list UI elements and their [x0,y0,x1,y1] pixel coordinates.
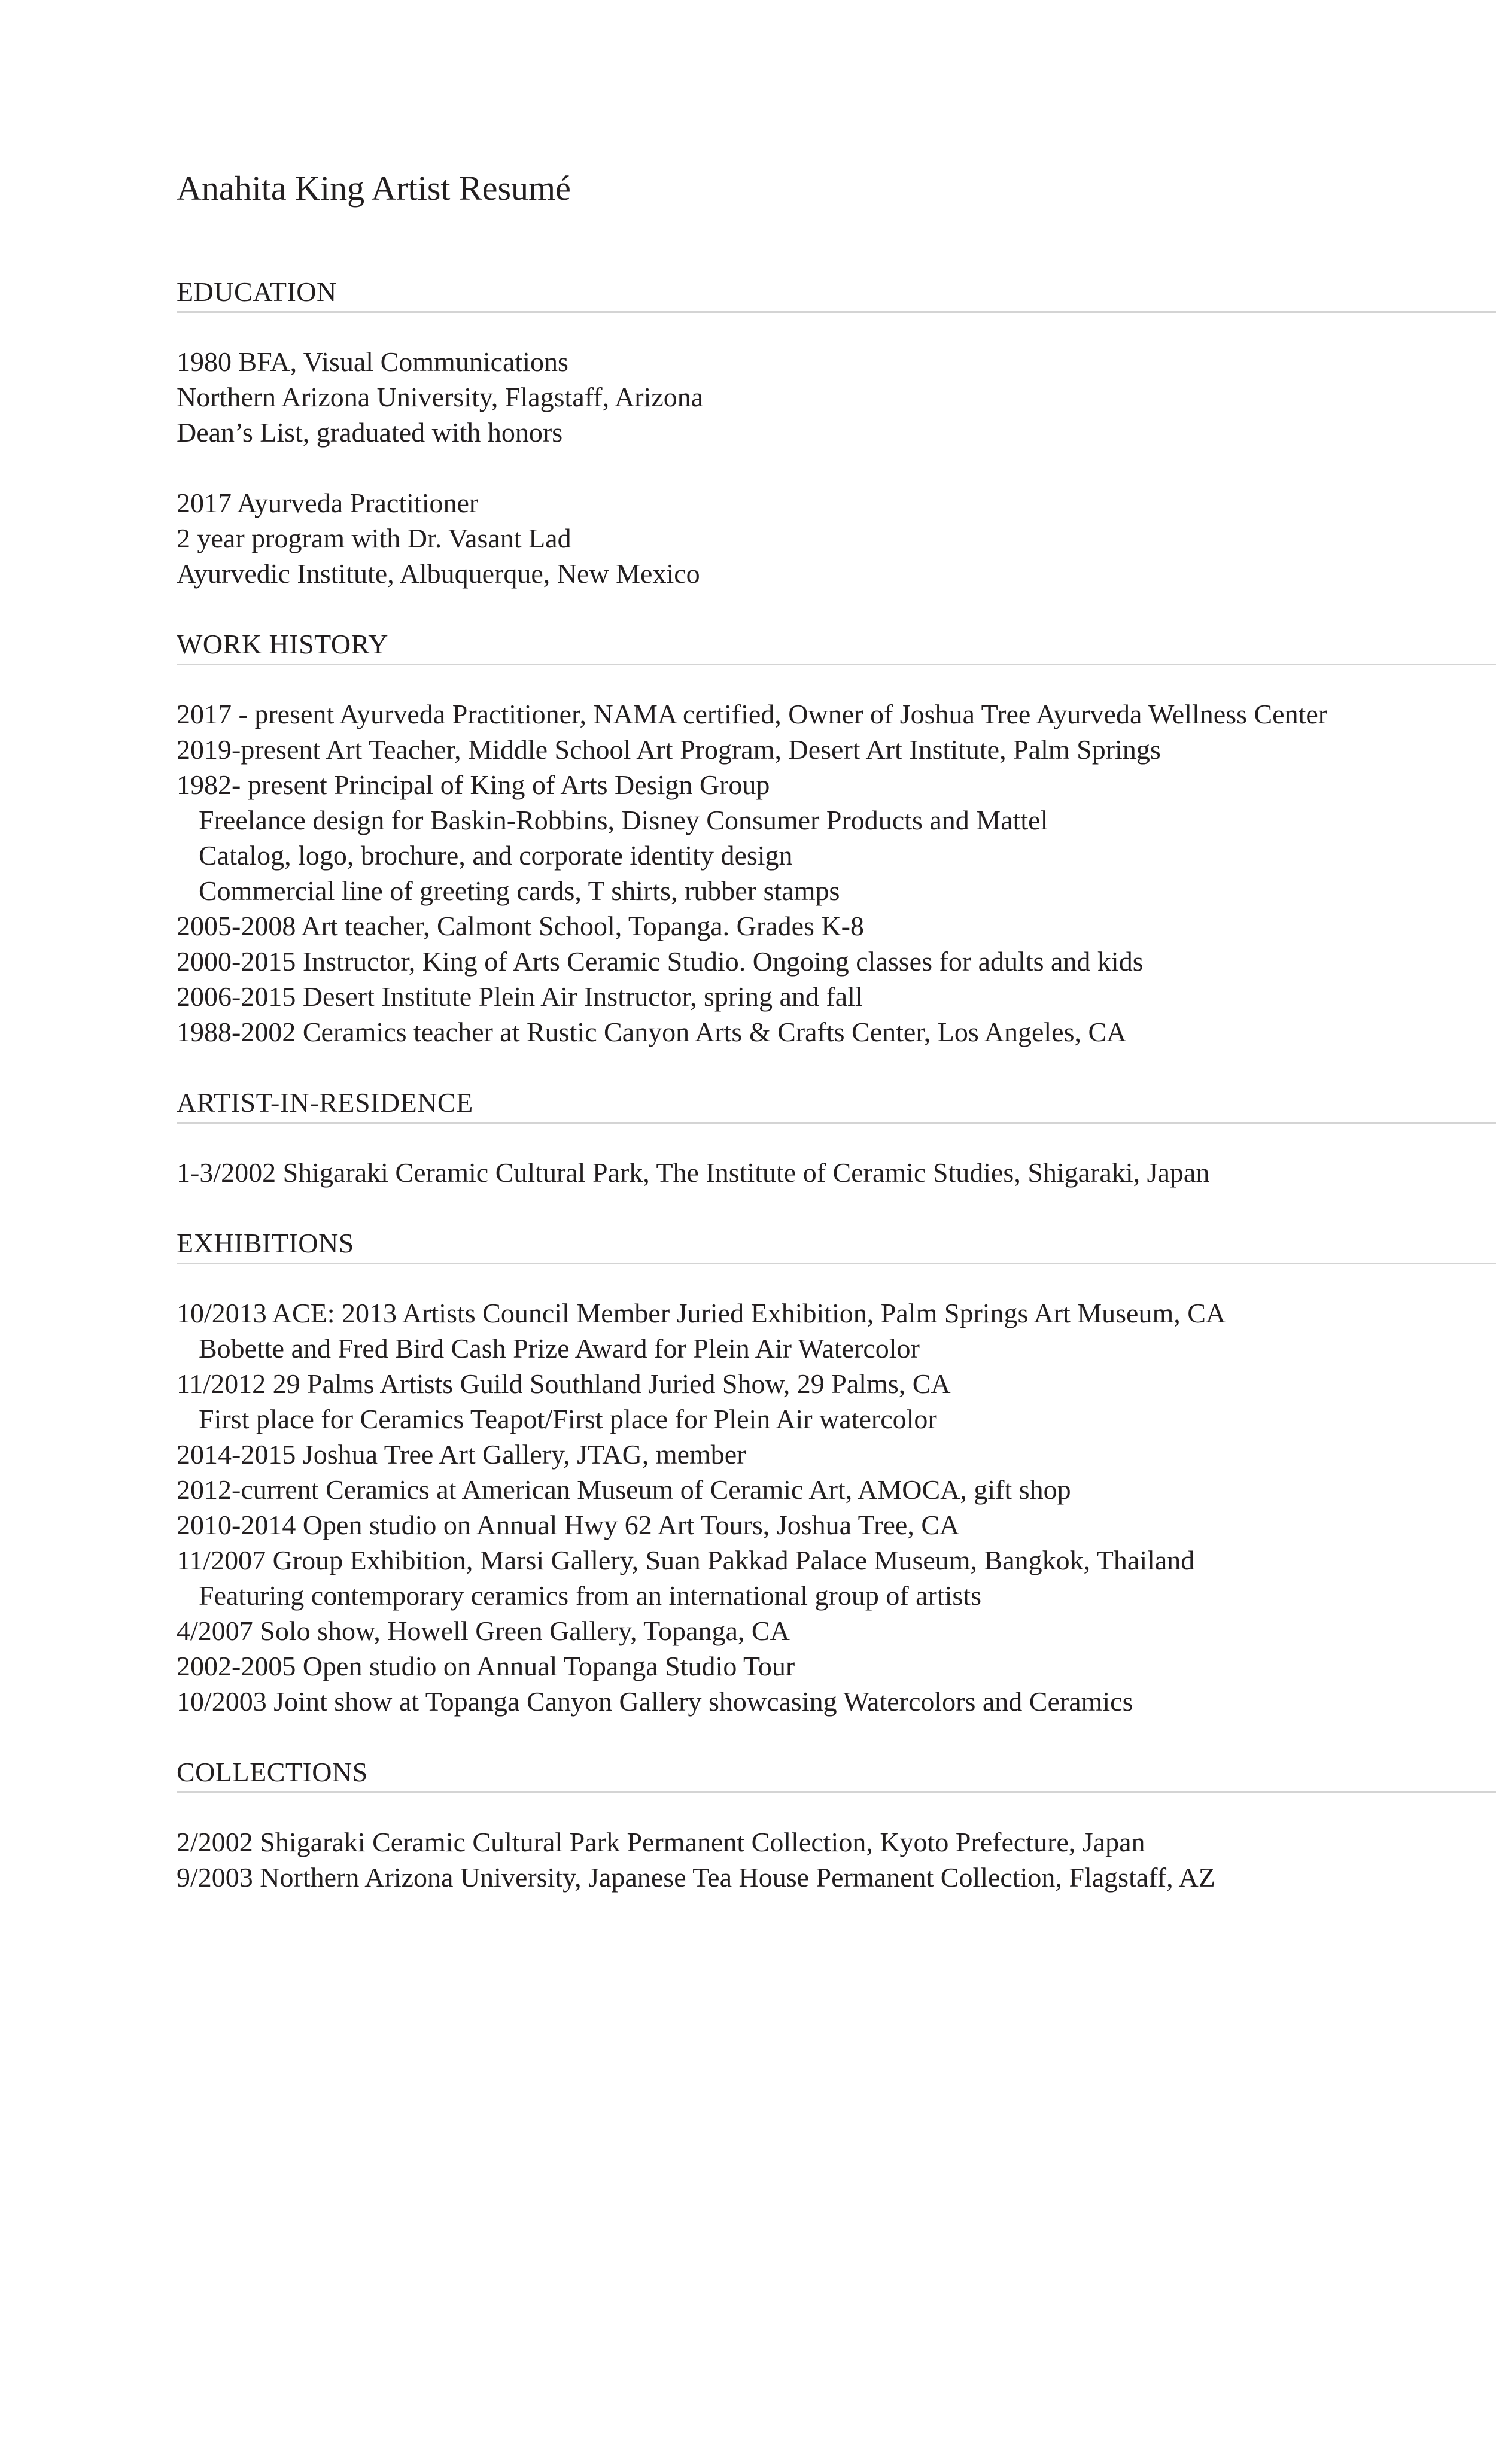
section-heading-work-history: WORK HISTORY [177,629,389,659]
exhibition-line: 2014-2015 Joshua Tree Art Gallery, JTAG, member [177,1439,746,1470]
section-heading-collections: COLLECTIONS [177,1757,368,1787]
section-artist-in-residence [177,1085,1496,1190]
exhibition-detail-line: Featuring contemporary ceramics from an international group of artists [199,1580,982,1611]
exhibition-detail-line: Bobette and Fred Bird Cash Prize Award for Plein Air Watercolor [199,1333,920,1364]
education-line: 2 year program with Dr. Vasant Lad [177,523,571,553]
exhibition-line: 2002-2005 Open studio on Annual Topanga Studio Tour [177,1651,795,1681]
education-line: Northern Arizona University, Flagstaff, Arizona [177,382,704,412]
section-heading-exhibitions: EXHIBITIONS [177,1228,354,1258]
section-heading-education: EDUCATION [177,276,337,307]
resume-page [177,168,1496,1895]
collection-line: 2/2002 Shigaraki Ceramic Cultural Park Permanent Collection, Kyoto Prefecture, Japan [177,1827,1145,1857]
exhibition-line: 11/2012 29 Palms Artists Guild Southland Juried Show, 29 Palms, CA [177,1368,951,1399]
work-history-line: 2000-2015 Instructor, King of Arts Ceramic Studio. Ongoing classes for adults and kids [177,946,1144,977]
exhibition-line: 4/2007 Solo show, Howell Green Gallery, Topanga, CA [177,1616,790,1646]
work-history-detail-line: Freelance design for Baskin-Robbins, Disney Consumer Products and Mattel [199,805,1048,835]
education-line: 2017 Ayurveda Practitioner [177,488,479,518]
exhibition-line: 10/2013 ACE: 2013 Artists Council Member Juried Exhibition, Palm Springs Art Museum, CA [177,1298,1226,1328]
exhibition-detail-line: First place for Ceramics Teapot/First place for Plein Air watercolor [199,1404,937,1434]
work-history-line: 1988-2002 Ceramics teacher at Rustic Canyon Arts & Crafts Center, Los Angeles, CA [177,1017,1127,1047]
education-line: Dean’s List, graduated with honors [177,417,563,448]
education-line: Ayurvedic Institute, Albuquerque, New Mexico [177,558,700,589]
work-history-line: 1982- present Principal of King of Arts Design Group [177,769,770,800]
exhibition-line: 11/2007 Group Exhibition, Marsi Gallery, Suan Pakkad Palace Museum, Bangkok, Thailand [177,1545,1195,1575]
exhibition-line: 10/2003 Joint show at Topanga Canyon Gallery showcasing Watercolors and Ceramics [177,1686,1133,1717]
collection-line: 9/2003 Northern Arizona University, Japanese Tea House Permanent Collection, Flagstaff, AZ [177,1862,1215,1893]
page-title: Anahita King Artist Resumé [177,169,571,208]
work-history-line: 2019-present Art Teacher, Middle School Art Program, Desert Art Institute, Palm Springs [177,734,1161,765]
work-history-detail-line: Catalog, logo, brochure, and corporate identity design [199,840,793,871]
education-line: 1980 BFA, Visual Communications [177,346,568,377]
work-history-line: 2006-2015 Desert Institute Plein Air Instructor, spring and fall [177,981,863,1012]
section-work-history [177,626,1496,1050]
residence-line: 1-3/2002 Shigaraki Ceramic Cultural Park, The Institute of Ceramic Studies, Shigaraki, Japan [177,1157,1210,1188]
section-heading-artist-in-residence: ARTIST-IN-RESIDENCE [177,1087,473,1118]
section-collections [177,1754,1496,1895]
work-history-detail-line: Commercial line of greeting cards, T shirts, rubber stamps [199,875,840,906]
section-education [177,274,1496,591]
work-history-line: 2017 - present Ayurveda Practitioner, NAMA certified, Owner of Joshua Tree Ayurveda Wellness Center [177,699,1328,729]
exhibition-line: 2012-current Ceramics at American Museum of Ceramic Art, AMOCA, gift shop [177,1474,1071,1505]
work-history-line: 2005-2008 Art teacher, Calmont School, Topanga. Grades K-8 [177,911,864,941]
section-exhibitions [177,1225,1496,1719]
exhibition-line: 2010-2014 Open studio on Annual Hwy 62 Art Tours, Joshua Tree, CA [177,1510,960,1540]
